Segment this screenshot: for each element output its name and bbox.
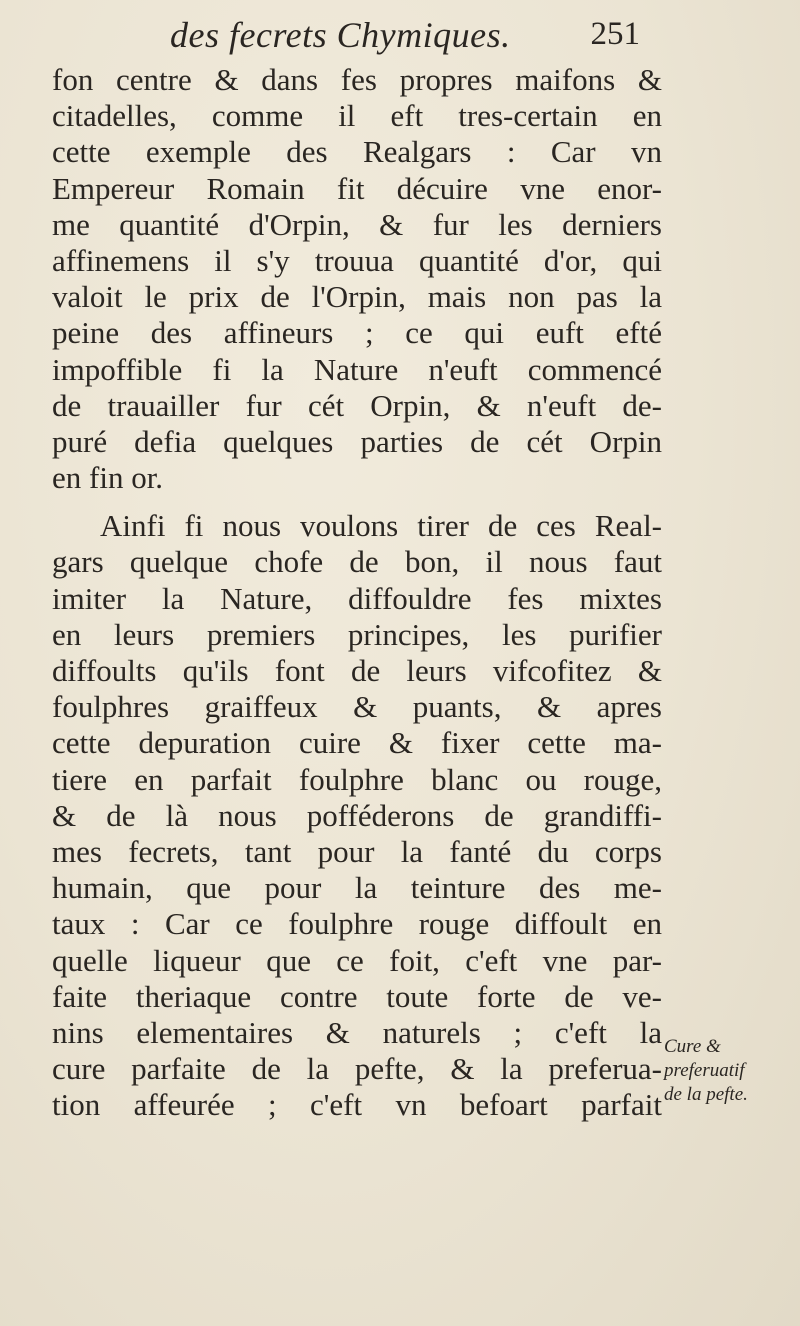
text-line: mes fecrets, tant pour la fanté du corps	[52, 833, 662, 869]
running-head: des fecrets Chymiques.	[170, 15, 511, 55]
text-line: cette depuration cuire & fixer cette ma-	[52, 725, 662, 761]
margin-note-line: preferuatif	[664, 1060, 745, 1081]
text-line: quelle liqueur que ce foit, c'eft vne par-	[52, 942, 662, 978]
text-line: gars quelque chofe de bon, il nous faut	[52, 544, 662, 580]
text-line: imiter la Nature, diffouldre fes mixtes	[52, 580, 662, 616]
margin-note-line: Cure &	[664, 1036, 721, 1057]
margin-note	[664, 1035, 794, 1107]
text-line: Ainfi fi nous voulons tirer de ces Real-	[100, 508, 662, 544]
paragraph-1	[52, 62, 662, 496]
text-line: impoffible fi la Nature n'euft commencé	[52, 351, 662, 387]
text-line: affinemens il s'y trouua quantité d'or, qui	[52, 242, 662, 278]
text-line: faite theriaque contre toute forte de ve-	[52, 978, 662, 1014]
text-line: tiere en parfait foulphre blanc ou rouge,	[52, 761, 662, 797]
text-line: & de là nous pofféderons de grandiffi-	[52, 797, 662, 833]
text-line: diffoults qu'ils font de leurs vifcofitez &	[52, 653, 662, 688]
text-line: cure parfaite de la pefte, & la preferua-	[52, 1051, 662, 1087]
margin-note-line: de la pefte.	[664, 1084, 748, 1105]
paragraph-gap	[52, 496, 662, 508]
page-header	[170, 14, 640, 64]
text-line: fon centre & dans fes propres maifons &	[52, 62, 662, 97]
text-line: citadelles, comme il eft tres-certain en	[52, 98, 662, 134]
text-line: nins elementaires & naturels ; c'eft la	[52, 1014, 662, 1050]
text-line: peine des affineurs ; ce qui euft efté	[52, 315, 662, 351]
text-line: en fin or.	[52, 460, 164, 496]
text-line: cette exemple des Realgars : Car vn	[52, 134, 662, 170]
text-line: puré defia quelques parties de cét Orpin	[52, 423, 662, 459]
text-line: humain, que pour la teinture des me-	[52, 870, 662, 906]
text-line: foulphres graiffeux & puants, & apres	[52, 689, 662, 725]
page-number: 251	[590, 16, 640, 52]
text-line: tion affeurée ; c'eft vn befoart parfait	[52, 1087, 662, 1123]
body-text	[52, 62, 662, 1123]
text-line: de trauailler fur cét Orpin, & n'euft de-	[52, 387, 662, 423]
text-line: Empereur Romain fit décuire vne enor-	[52, 170, 662, 206]
text-line: me quantité d'Orpin, & fur les derniers	[52, 206, 662, 242]
text-line: taux : Car ce foulphre rouge diffoult en	[52, 906, 662, 942]
text-line: valoit le prix de l'Orpin, mais non pas la	[52, 279, 662, 315]
text-line: en leurs premiers principes, les purifier	[52, 616, 662, 652]
paragraph-2	[52, 508, 662, 1123]
